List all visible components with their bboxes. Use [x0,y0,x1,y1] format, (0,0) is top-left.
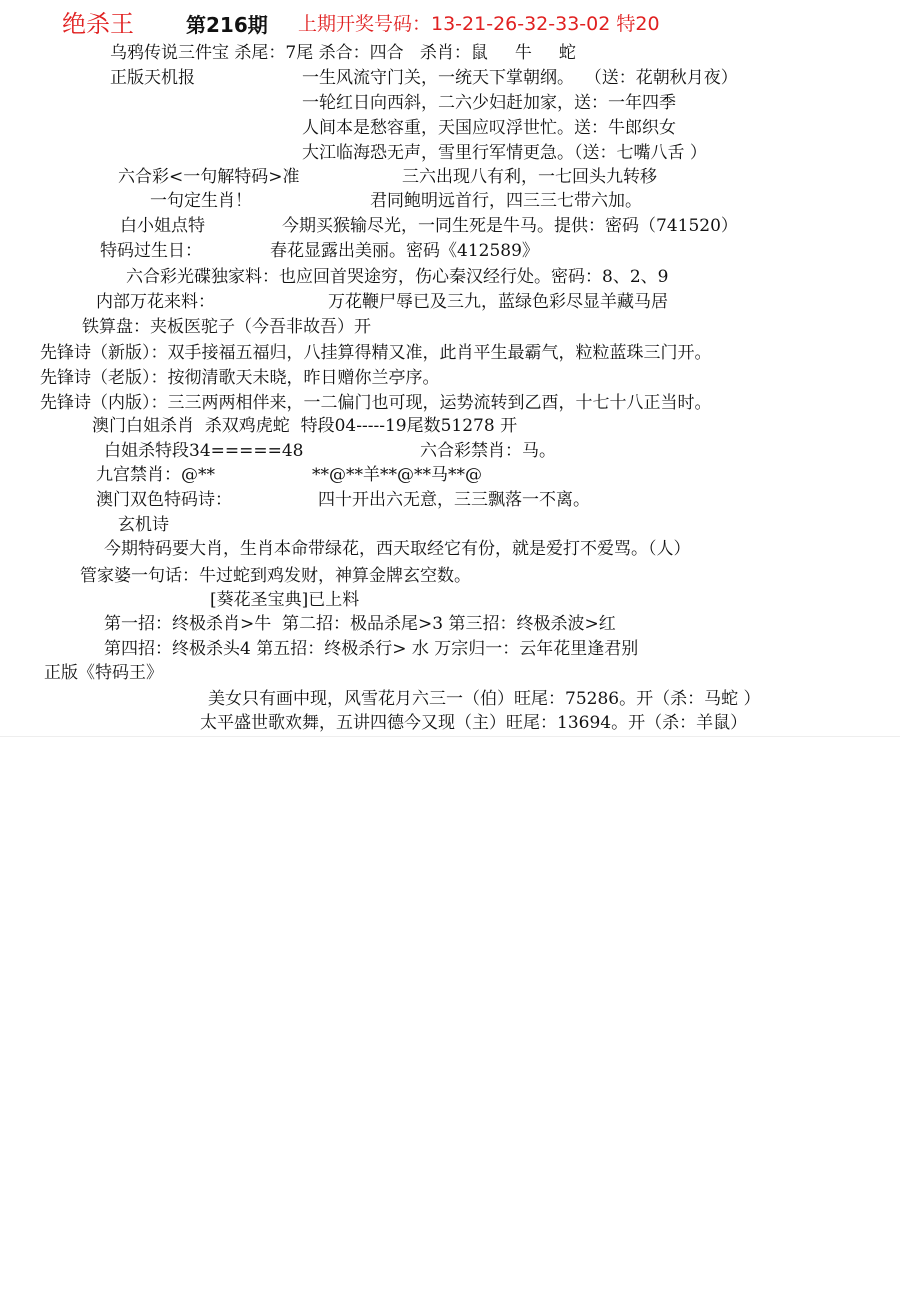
text-line: 万花鞭尸辱已及三九，蓝绿色彩尽显羊藏马居 [328,292,668,312]
text-line: 正版《特码王》 [44,663,163,683]
text-line: [葵花圣宝典]已上料 [210,590,360,610]
text-line: 玄机诗 [118,515,169,535]
text-line: 先锋诗（内版）：三三两两相伴来，一二偏门也可现，运势流转到乙酉，十七十八正当时。 [40,393,712,413]
text-line: 第四招：终极杀头4 第五招：终极杀行> 水 万宗归一：云年花里逢君别 [104,639,639,659]
text-line: 九宫禁肖：@** [96,465,215,485]
text-line: 管家婆一句话：牛过蛇到鸡发财，神算金牌玄空数。 [80,566,471,586]
text-line: 大江临海恐无声，雪里行军情更急。（送：七嘴八舌 ） [302,143,707,163]
text-line: 白小姐点特 [120,216,205,236]
text-line: 铁算盘：夹板医驼子（今吾非故吾）开 [82,317,371,337]
text-line: 乌鸦传说三件宝 杀尾：7尾 杀合：四合 杀肖：鼠 牛 蛇 [110,43,576,63]
text-line: 先锋诗（老版）：按彻清歌天未晓，昨日赠你兰亭序。 [40,368,440,388]
issue-number: 第216期 [186,13,268,37]
text-line: 一轮红日向西斜，二六少妇赶加家，送：一年四季 [302,93,676,113]
text-line: 六合彩禁肖：马。 [420,441,556,461]
text-line: 白姐杀特段34=====48 [104,441,304,461]
text-line: 六合彩光碟独家料：也应回首哭途穷，伤心秦汉经行处。密码：8、2、9 [126,267,669,287]
text-line: 四十开出六无意，三三飘落一不离。 [318,490,590,510]
text-line: 第一招：终极杀肖>牛 第二招：极品杀尾>3 第三招：终极杀波>红 [104,614,616,634]
text-line: 今期买猴输尽光，一同生死是牛马。提供：密码（741520） [282,216,738,236]
text-line: 内部万花来料： [96,292,215,312]
text-line: 澳门白姐杀肖 杀双鸡虎蛇 特段04-----19尾数51278 开 [92,416,518,436]
text-line: 正版天机报 [110,68,195,88]
text-line: 今期特码要大肖，生肖本命带绿花，西天取经它有份，就是爱打不爱骂。（人） [104,539,691,559]
text-line: 六合彩<一句解特码>准 [118,167,300,187]
text-line: 君同鲍明远首行，四三三七带六加。 [370,191,642,211]
text-line: 人间本是愁容重，天国应叹浮世忙。送：牛郎织女 [302,118,676,138]
text-line: 春花显露出美丽。密码《412589》 [270,241,539,261]
text-line: 太平盛世歌欢舞，五讲四德今又现（主）旺尾：13694。开（杀：羊鼠） [200,713,748,733]
text-line: 先锋诗（新版）：双手接福五福归，八挂算得精又准，此肖平生最霸气，粒粒蓝珠三门开。 [40,343,712,363]
previous-result: 上期开奖号码：13-21-26-32-33-02 特20 [298,13,660,35]
text-line: 一句定生肖！ [150,191,252,211]
text-line: 澳门双色特码诗： [96,490,232,510]
text-line: **@**羊**@**马**@ [312,465,482,485]
text-line: 特码过生日： [100,241,202,261]
page-divider [0,736,900,737]
text-line: 美女只有画中现，风雪花月六三一（伯）旺尾：75286。开（杀：马蛇 ） [208,689,761,709]
text-line: 三六出现八有利，一七回头九转移 [402,167,657,187]
text-line: 一生风流守门关，一统天下掌朝纲。 （送：花朝秋月夜） [302,68,738,88]
brand-title: 绝杀王 [62,10,134,38]
